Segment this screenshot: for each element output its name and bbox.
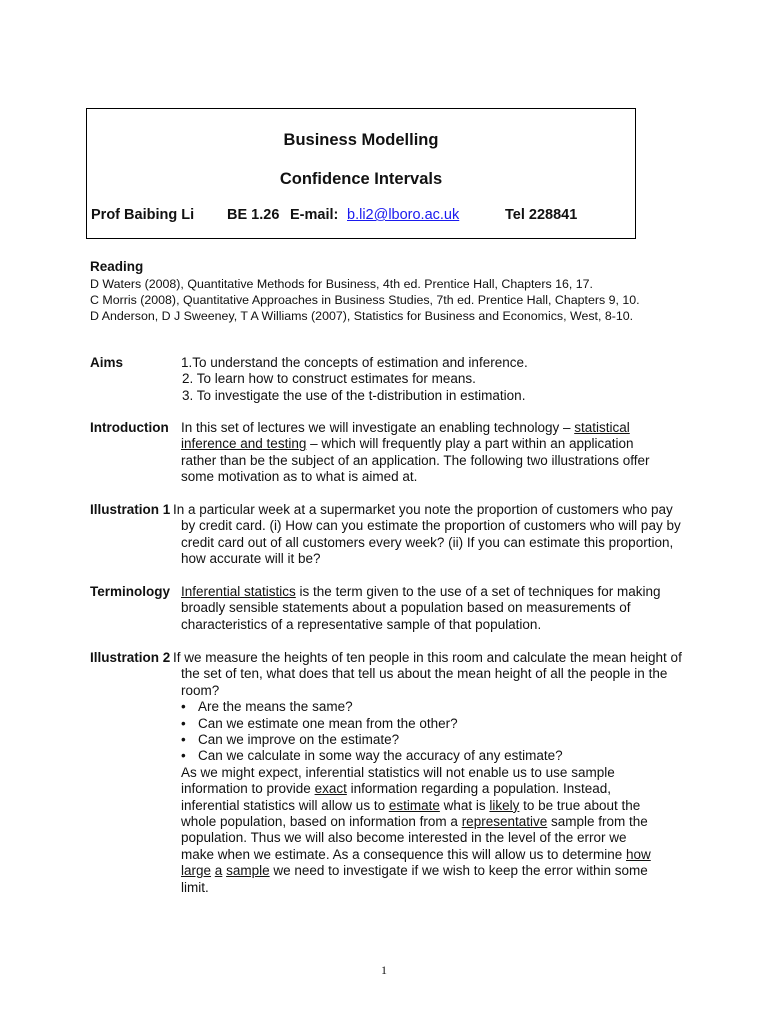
email-link[interactable]: b.li2@lboro.ac.uk — [347, 207, 460, 223]
reading-heading: Reading — [90, 259, 144, 274]
terminology-label: Terminology — [90, 584, 171, 599]
title-box — [86, 108, 636, 239]
author-name: Prof Baibing Li — [91, 207, 195, 223]
illustration2-label: Illustration 2 — [90, 650, 171, 665]
list-item: • Are the means the same? — [181, 699, 353, 715]
introduction-text — [181, 420, 666, 486]
reading-item: D Waters (2008), Quantitative Methods for Business, 4th ed. Prentice Hall, Chapters 16, 17. — [90, 277, 593, 291]
introduction-label: Introduction — [90, 420, 169, 435]
reading-item: D Anderson, D J Sweeney, T A Williams (2007), Statistics for Business and Economics, West, 8-10. — [90, 309, 634, 324]
aim-item: 2. To learn how to construct estimates for means. — [182, 371, 476, 387]
list-item: • Can we calculate in some way the accuracy of any estimate? — [181, 748, 563, 764]
illustration2-paragraph: As we might expect, inferential statistics will not enable us to use sample information to provide exact information regarding a population. Instead, inferential statistics will allow us to estimate what is likely to be true about the whole population, based on information from a representative sample from the population. Thus we will also become interested in the level of the error we make when we estimate. As a consequence this will allow us to determine how large a sample we need to investigate if we wish to keep the error within some limit. — [181, 764, 651, 895]
terminology-term: Inferential statistics — [181, 584, 296, 599]
underlined-word: sample — [226, 863, 270, 879]
underlined-word: how large — [181, 846, 651, 879]
telephone: Tel 228841 — [505, 207, 578, 223]
page-number: 1 — [381, 963, 387, 977]
aim-item: 1.To understand the concepts of estimation and inference. — [181, 355, 528, 370]
illustration2-text — [173, 650, 685, 896]
illustration2-bullet-list — [181, 699, 685, 765]
illustration1-label: Illustration 1 — [90, 502, 171, 517]
intro-text-end: – which will frequently play a part within an application rather than be the subject of an application. The following two illustrations offer some motivation as to what is aimed at. — [181, 436, 650, 485]
underlined-word: estimate — [388, 797, 440, 813]
bullet-icon: • — [181, 748, 186, 764]
illustration1-text — [173, 502, 683, 568]
document-subtitle: Confidence Intervals — [279, 170, 443, 188]
bullet-icon: • — [181, 715, 186, 731]
intro-text-start: In this set of lectures we will investigate an enabling technology – — [181, 420, 575, 435]
list-item: • Can we improve on the estimate? — [181, 732, 400, 748]
list-item: • Can we estimate one mean from the other? — [181, 715, 458, 731]
terminology-text — [181, 584, 676, 633]
underlined-word: representative — [461, 814, 548, 830]
email-label: E-mail: — [290, 207, 339, 223]
aim-item: 3. To investigate the use of the t-distribution in estimation. — [182, 387, 526, 403]
underlined-word: exact — [314, 781, 347, 797]
aims-label: Aims — [90, 355, 124, 370]
terminology-definition: is the term given to the use of a set of techniques for making broadly sensible statements about a population based on measurements of characteristics of a representative sample of that population. — [181, 584, 661, 632]
bullet-icon: • — [181, 732, 186, 748]
reading-list — [90, 276, 640, 325]
aims-list — [181, 355, 701, 404]
reading-item: C Morris (2008), Quantitative Approaches in Business Studies, 7th ed. Prentice Hall, Chapters 9, 10. — [90, 293, 640, 308]
underlined-word: a — [214, 863, 223, 879]
illustration2-intro: If we measure the heights of ten people in this room and calculate the mean height of the set of ten, what does that tell us about the mean height of all the people in the room? — [173, 650, 682, 698]
document-title: Business Modelling — [283, 131, 439, 149]
illustration1-paragraph: In a particular week at a supermarket you note the proportion of customers who pay by credit card. (i) How can you estimate the proportion of customers who will pay by credit card out of all customers every week? (ii) If you can estimate this proportion, how accurate will it be? — [173, 502, 681, 567]
office-room: BE 1.26 — [227, 207, 280, 223]
intro-underlined-term: statistical inference and testing — [181, 420, 630, 452]
underlined-word: likely — [489, 797, 520, 813]
bullet-icon: • — [181, 699, 186, 715]
